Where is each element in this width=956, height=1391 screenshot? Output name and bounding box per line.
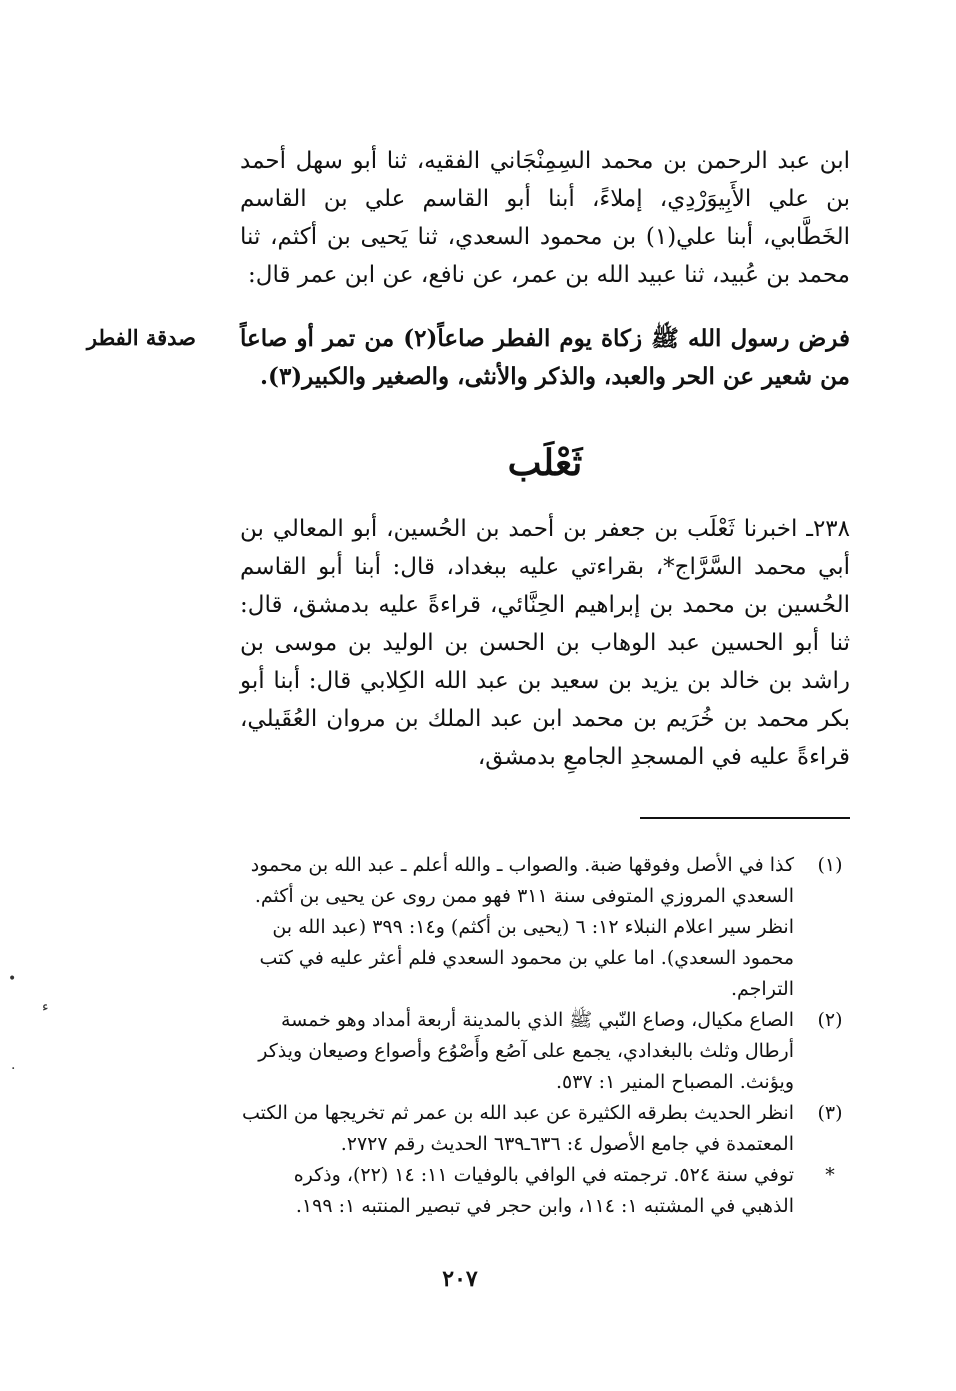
margin-speck: ء <box>42 999 49 1015</box>
section-heading: ثَعْلَب <box>507 442 583 484</box>
footnote-star <box>240 1160 850 1222</box>
footnote-text: توفي سنة ٥٢٤. ترجمته في الوافي بالوفيات ١١: ١٤ (٢٢)، وذكره الذهبي في المشتبه ١: ١١٤، وابن حجر في تبصير المنتبه ١: ١٩٩. <box>293 1164 794 1217</box>
footnote-3 <box>240 1098 850 1160</box>
footnote-text: كذا في الأصل وفوقها ضبة. والصواب ـ والله أعلم ـ عبد الله بن محمود السعدي المروزي المتوفى سنة ٣١١ فهو ممن روى عن يحيى بن أكثم. انظر سير اعلام النبلاء ١٢: ٦ (يحيى بن أكثم) و١٤: ٣٩٩ (عبد الله بن محمود السعدي). اما علي بن محمود السعدي فلم أعثر عليه في كتب التراجم. <box>250 854 794 1000</box>
isnad-paragraph: ابن عبد الرحمن بن محمد السِمِنْجَاني الفقيه، ثنا أبو سهل أحمد بن علي الأَبِيوَرْدِي، إملاءً، أبنا أبو القاسم علي بن القاسم الخَطَّابي، أبنا علي(١) بن محمود السعدي، ثنا يَحيى بن أكثم، ثنا محمد بن عُبيد، ثنا عبيد الله بن عمر، عن نافع، عن ابن عمر قال: <box>240 148 850 288</box>
footnote-number: (١) <box>817 854 843 876</box>
footnote-1 <box>240 850 850 1005</box>
footnotes <box>240 850 850 1222</box>
entry-238-paragraph: ٢٣٨ـ اخبرنا ثَعْلَب بن جعفر بن أحمد بن الحُسين، أبو المعالي بن أبي محمد السَّرَّاج*، بقراءتي عليه ببغداد، قال: أبنا أبو القاسم الحُسين بن محمد بن إبراهيم الحِنَّائي، قراءةً عليه بدمشق، قال: ثنا أبو الحسين عبد الوهاب بن الحسن بن الوليد بن موسى بن راشد بن خالد بن يزيد بن سعيد بن عبد الله الكِلابي قال: أبنا أبو بكر محمد بن خُرَيم بن محمد ابن عبد الملك بن مروان العُقَيلي، قراءةً عليه في المسجدِ الجامعِ بدمشق، <box>240 516 850 770</box>
footnote-number: (٢) <box>817 1009 843 1031</box>
footnote-2 <box>240 1005 850 1098</box>
margin-speck: · <box>11 1061 16 1077</box>
hadith-paragraph: فرض رسول الله ﷺ زكاة يوم الفطر صاعاً(٢) من تمر أو صاعاً من شعير عن الحر والعبد، والذكر والأنثى، والصغير والكبير(٣). <box>240 325 850 390</box>
footnote-number: (٣) <box>817 1102 843 1124</box>
footnote-text: الصاع مكيال، وصاع النّبي ﷺ الذي بالمدينة أربعة أمداد وهو خمسة أرطال وثلث بالبغدادي، يجمع على آصُع وأَصْوُع وأصواع وصيعان ويذكر ويؤنث. المصباح المنير ١: ٥٣٧. <box>258 1009 794 1093</box>
page-number: ٢٠٧ <box>442 1266 478 1292</box>
footnote-asterisk: * <box>825 1164 835 1186</box>
margin-speck: • <box>8 971 17 987</box>
footnote-text: انظر الحديث بطرقه الكثيرة عن عبد الله بن عمر ثم تخريجها من الكتب المعتمدة في جامع الأصول ٤: ٦٣٦ـ٦٣٩ الحديث رقم ٢٧٢٧. <box>241 1102 794 1155</box>
margin-note: صدقة الفطر <box>86 325 196 350</box>
footnote-divider <box>640 817 850 819</box>
